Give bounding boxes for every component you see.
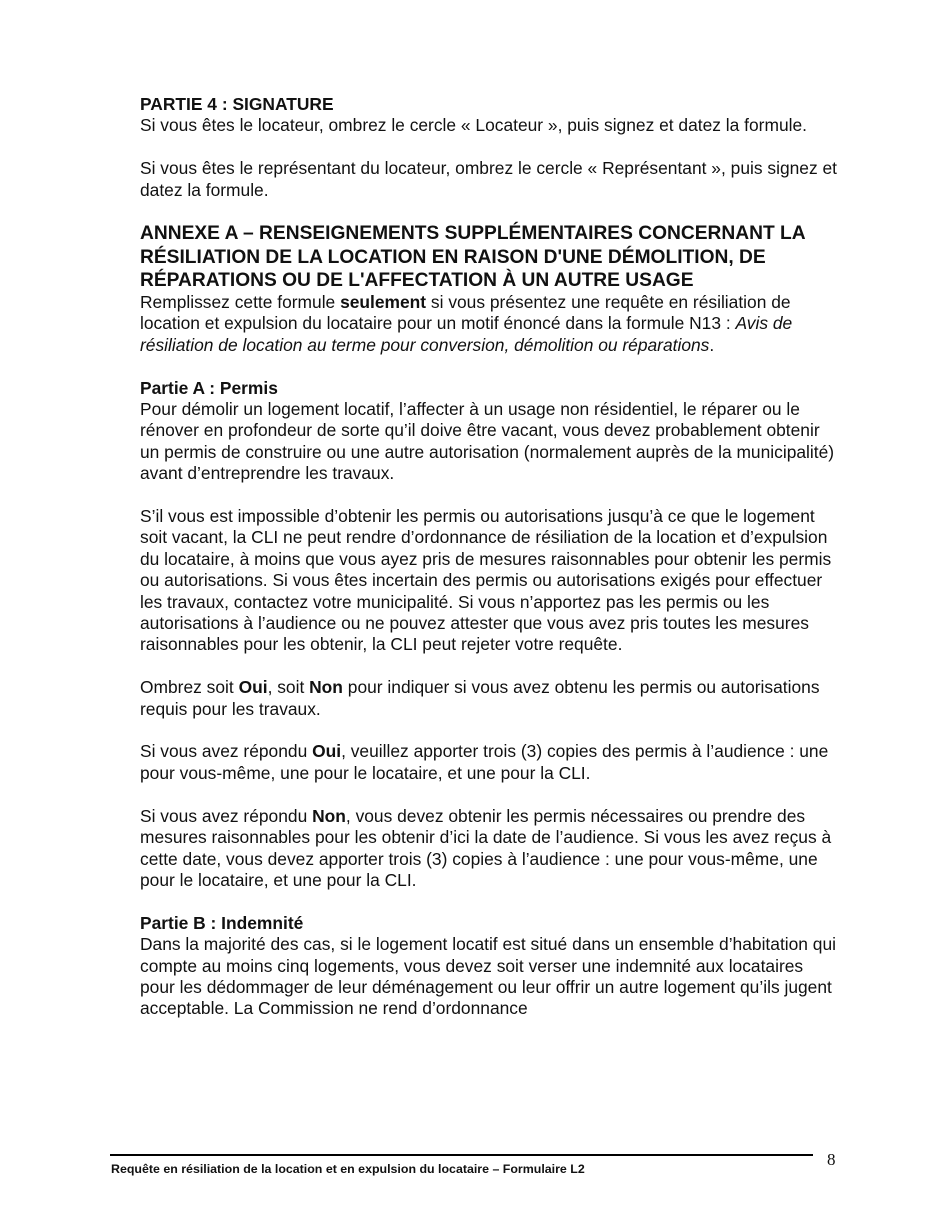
p4-oui: Oui xyxy=(312,741,342,762)
part-a-paragraph-1: Pour démolir un logement locatif, l’affecter à un usage non résidentiel, le réparer ou le rénover en profondeur de sorte qu’il doive être vacant, vous devez probablement obtenir un permis de construire ou une autre autorisation (normalement auprès de la municipalité) avant d’entreprendre les travaux. xyxy=(140,399,835,484)
page-number: 8 xyxy=(827,1150,836,1169)
p3-non: Non xyxy=(309,677,343,698)
intro-text-c: si vous présentez une requête en résiliation de location et expulsion du locataire pour un motif énoncé dans la formule N13 : xyxy=(140,292,791,334)
part-a-paragraph-4 xyxy=(140,741,840,784)
p3-text-e: pour indiquer si vous avez obtenu les permis ou autorisations requis pour les travaux. xyxy=(140,677,820,719)
p3-text-a: Ombrez soit xyxy=(140,677,239,698)
part-a-paragraph-5 xyxy=(140,806,840,892)
p3-text-c: , soit xyxy=(267,677,310,698)
p5-text-a: Si vous avez répondu xyxy=(140,805,313,826)
part-a-paragraph-2: S’il vous est impossible d’obtenir les permis ou autorisations jusqu’à ce que le logement soit vacant, la CLI ne peut rendre d’ordonnance de résiliation de la location et d’expulsion du locataire, à moins que vous ayez pris de mesures raisonnables pour obtenir les permis ou autorisations. Si vous êtes incertain des permis ou autorisations exigés pour effectuer les travaux, contactez votre municipalité. Si vous n’apportez pas les permis ou les autorisations à l’audience ou ne pouvez attester que vous avez pris toutes les mesures raisonnables pour les obtenir, la CLI peut rejeter votre requête. xyxy=(140,506,832,655)
page-content xyxy=(140,94,840,1020)
p5-text-c: , vous devez obtenir les permis nécessaires ou prendre des mesures raisonnables pour les obtenir d’ici la date de l’audience. Si vous les avez reçus à cette date, vous devez apporter trois (3) copies à l’audience : une pour vous-même, une pour le locataire, et une pour la CLI. xyxy=(140,805,832,890)
part-b-title: Partie B : Indemnité xyxy=(140,912,304,933)
annex-title: ANNEXE A – RENSEIGNEMENTS SUPPLÉMENTAIRES CONCERNANT LA RÉSILIATION DE LA LOCATION EN RAISON D'UNE DÉMOLITION, DE RÉPARATIONS OU DE L'AFFECTATION À UN AUTRE USAGE xyxy=(140,223,805,291)
intro-form-title: Avis de résiliation de location au terme pour conversion, démolition ou réparations xyxy=(140,313,793,355)
signature-paragraph-2: Si vous êtes le représentant du locateur, ombrez le cercle « Représentant », puis signez et datez la formule. xyxy=(140,158,837,200)
footer-text: Requête en résiliation de la location et en expulsion du locataire – Formulaire L2 xyxy=(111,1162,585,1176)
p3-oui: Oui xyxy=(238,677,268,698)
intro-text-a: Remplissez cette formule xyxy=(140,292,341,313)
signature-paragraph-1: Si vous êtes le locateur, ombrez le cercle « Locateur », puis signez et datez la formule. xyxy=(140,115,807,136)
intro-emphasis: seulement xyxy=(340,292,427,313)
part-a-title: Partie A : Permis xyxy=(140,377,278,398)
part-a-paragraph-3 xyxy=(140,677,840,720)
p4-text-a: Si vous avez répondu xyxy=(140,741,313,762)
p5-non: Non xyxy=(312,805,346,826)
part-b-paragraph-1: Dans la majorité des cas, si le logement locatif est situé dans un ensemble d’habitation qui compte au moins cinq logements, vous devez soit verser une indemnité aux locataires pour les dédommager de leur déménagement ou leur offrir un autre logement qu’ils jugent acceptable. La Commission ne rend d’ordonnance xyxy=(140,934,837,1019)
p4-text-c: , veuillez apporter trois (3) copies des permis à l’audience : une pour vous-même, une pour le locataire, et une pour la CLI. xyxy=(140,741,829,783)
annex-intro xyxy=(140,292,840,356)
section-heading: PARTIE 4 : SIGNATURE xyxy=(140,94,334,114)
intro-text-e: . xyxy=(709,334,715,355)
footer-rule xyxy=(110,1154,813,1156)
